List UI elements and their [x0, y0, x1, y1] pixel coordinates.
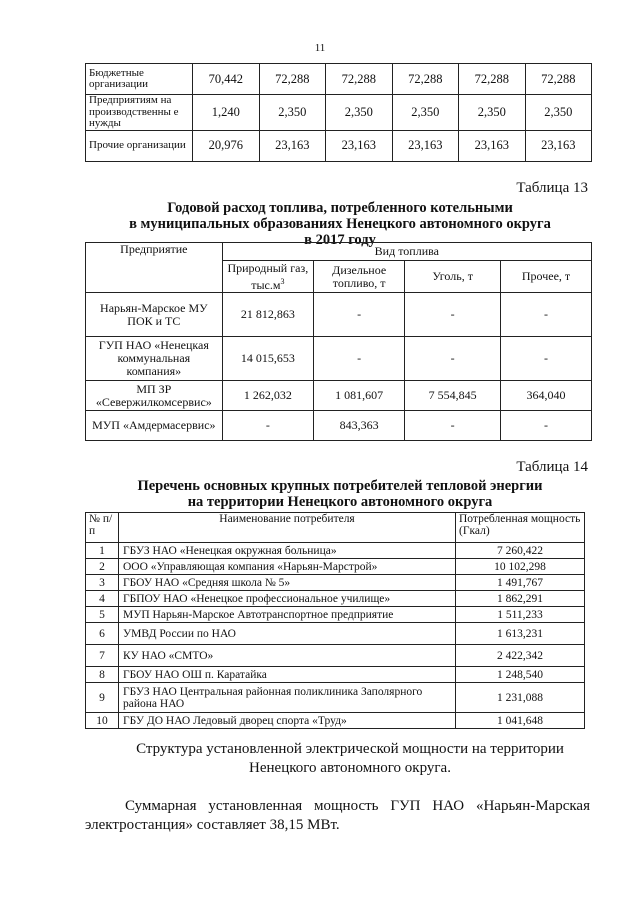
cell-value: 23,163 — [326, 130, 393, 161]
cell-value: 72,288 — [326, 64, 393, 95]
cell-value: 1,240 — [193, 95, 260, 131]
col-diesel: Дизельное топливо, т — [314, 261, 405, 293]
table-row — [86, 623, 585, 645]
cell-gas: 14 015,653 — [222, 337, 313, 381]
table14-title: Перечень основных крупных потребителей тепловой энергии на территории Ненецкого автономного округа — [137, 478, 543, 510]
cell-consumer: ООО «Управляющая компания «Нарьян-Марстрой» — [119, 559, 456, 575]
cell-consumer: ГБУЗ НАО «Ненецкая окружная больница» — [119, 543, 456, 559]
cell-power: 7 260,422 — [456, 543, 585, 559]
col-enterprise: Предприятие — [86, 243, 223, 293]
cell-value: 72,288 — [259, 64, 326, 95]
table-row — [86, 293, 592, 337]
cell-number: 2 — [86, 559, 119, 575]
col-fuel-type: Вид топлива — [222, 243, 591, 261]
table13-label: Таблица 13 — [516, 180, 588, 196]
cell-other: - — [501, 293, 592, 337]
cell-value: 72,288 — [392, 64, 459, 95]
cell-coal: 7 554,845 — [405, 381, 501, 411]
cell-number: 8 — [86, 667, 119, 683]
table-row — [86, 575, 585, 591]
col-power: Потребленная мощность (Гкал) — [456, 513, 585, 543]
cell-power: 1 041,648 — [456, 713, 585, 729]
cell-number: 6 — [86, 623, 119, 645]
cell-power: 1 491,767 — [456, 575, 585, 591]
col-gas: Природный газ, $тыс.м^3$ — [222, 261, 313, 293]
table14 — [85, 512, 585, 729]
cell-number: 10 — [86, 713, 119, 729]
cell-other: - — [501, 337, 592, 381]
table-row — [86, 591, 585, 607]
cell-value: 2,350 — [259, 95, 326, 131]
cell-coal: - — [405, 337, 501, 381]
cell-value: 2,350 — [326, 95, 393, 131]
cell-number: 5 — [86, 607, 119, 623]
cell-consumer: МУП Нарьян-Марское Автотранспортное предприятие — [119, 607, 456, 623]
cell-number: 4 — [86, 591, 119, 607]
section-paragraph: Суммарная установленная мощность ГУП НАО «Нарьян-Марская электростанция» составляет 38,15 МВт. — [85, 798, 590, 833]
cell-number: 9 — [86, 683, 119, 713]
cell-value: 70,442 — [193, 64, 260, 95]
cell-diesel: - — [314, 337, 405, 381]
cell-number: 1 — [86, 543, 119, 559]
table-row — [86, 95, 592, 131]
cell-power: 1 613,231 — [456, 623, 585, 645]
cell-other: 364,040 — [501, 381, 592, 411]
cell-other: - — [501, 411, 592, 441]
cell-number: 7 — [86, 645, 119, 667]
cell-consumer: ГБОУ НАО ОШ п. Каратайка — [119, 667, 456, 683]
table-row — [86, 381, 592, 411]
col-coal: Уголь, т — [405, 261, 501, 293]
cell-value: 20,976 — [193, 130, 260, 161]
cell-diesel: 1 081,607 — [314, 381, 405, 411]
cell-number: 3 — [86, 575, 119, 591]
cell-gas: - — [222, 411, 313, 441]
table-row — [86, 667, 585, 683]
page-number: 11 — [314, 42, 326, 54]
cell-consumer: УМВД России по НАО — [119, 623, 456, 645]
cell-power: 1 511,233 — [456, 607, 585, 623]
cell-coal: - — [405, 411, 501, 441]
col-other: Прочее, т — [501, 261, 592, 293]
col-num: № п/п — [86, 513, 119, 543]
cell-gas: 1 262,032 — [222, 381, 313, 411]
table-row — [86, 559, 585, 575]
cell-name: МУП «Амдермасервис» — [86, 411, 223, 441]
table-row — [86, 683, 585, 713]
cell-coal: - — [405, 293, 501, 337]
table-row — [86, 64, 592, 95]
table13 — [85, 242, 592, 441]
row-label: Прочие организации — [86, 130, 193, 161]
cell-power: 2 422,342 — [456, 645, 585, 667]
cell-gas: 21 812,863 — [222, 293, 313, 337]
cell-power: 10 102,298 — [456, 559, 585, 575]
table13-title: Годовой расход топлива, потребленного котельными в муниципальных образованиях Ненецкого автономного округа в 2017 году — [129, 200, 551, 248]
table-row — [86, 411, 592, 441]
table-row — [86, 645, 585, 667]
cell-value: 23,163 — [459, 130, 526, 161]
cell-power: 1 862,291 — [456, 591, 585, 607]
table-row — [86, 130, 592, 161]
cell-power: 1 231,088 — [456, 683, 585, 713]
table-row — [86, 607, 585, 623]
cell-consumer: ГБПОУ НАО «Ненецкое профессиональное училище» — [119, 591, 456, 607]
cell-value: 23,163 — [259, 130, 326, 161]
cell-value: 2,350 — [525, 95, 592, 131]
cell-consumer: ГБУ ДО НАО Ледовый дворец спорта «Труд» — [119, 713, 456, 729]
cell-value: 23,163 — [392, 130, 459, 161]
table-row — [86, 337, 592, 381]
cell-consumer: КУ НАО «СМТО» — [119, 645, 456, 667]
section-heading: Структура установленной электрической мощности на территории Ненецкого автономного округа. — [136, 741, 564, 776]
cell-value: 23,163 — [525, 130, 592, 161]
continuation-table — [85, 63, 592, 162]
cell-value: 72,288 — [525, 64, 592, 95]
cell-diesel: - — [314, 293, 405, 337]
cell-value: 2,350 — [392, 95, 459, 131]
cell-name: МП ЗР «Севержилкомсервис» — [86, 381, 223, 411]
col-name: Наименование потребителя — [119, 513, 456, 543]
cell-consumer: ГБУЗ НАО Центральная районная поликлиника Заполярного района НАО — [119, 683, 456, 713]
cell-value: 2,350 — [459, 95, 526, 131]
cell-power: 1 248,540 — [456, 667, 585, 683]
cell-consumer: ГБОУ НАО «Средняя школа № 5» — [119, 575, 456, 591]
cell-value: 72,288 — [459, 64, 526, 95]
table-row — [86, 543, 585, 559]
cell-diesel: 843,363 — [314, 411, 405, 441]
table-row — [86, 713, 585, 729]
row-label: Предприятиям на производственны е нужды — [86, 95, 193, 131]
cell-name: ГУП НАО «Ненецкая коммунальная компания» — [86, 337, 223, 381]
row-label: Бюджетные организации — [86, 64, 193, 95]
table14-label: Таблица 14 — [516, 459, 588, 475]
cell-name: Нарьян-Марское МУ ПОК и ТС — [86, 293, 223, 337]
